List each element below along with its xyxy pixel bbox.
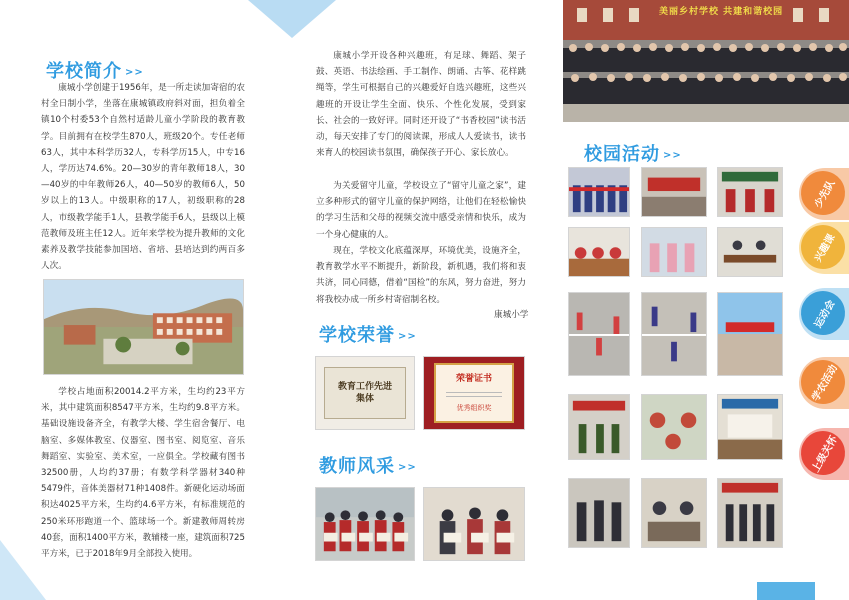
activity-photo-farming-1 <box>568 394 630 460</box>
teachers-group-photo-1 <box>315 487 415 561</box>
certificate-title: 荣誉证书 <box>455 374 492 384</box>
activity-photo-pioneers-2 <box>641 167 707 217</box>
school-intro-paragraph: 康城小学创建于1956年，是一所走读加寄宿的农村全日制小学，坐落在康城镇政府斜对面，担负着全镇10个村委53个自然村适龄儿童小学阶段的教育教学。目前拥有在校学生870人，班级20个。专任老师63人，其中本科学历32人，专科学历15人，中专16人，学历达74.6%。20—30岁的青年教师18人，30—40岁的中年教师26人，40—50岁的教师6人，50岁以上的13人。中级职称的17人，初级职称的28人，市级教学能手1人，县教学能手6人，县级以上模范教师及班主任12人。近年来学校为提升教师的文化素养及教学技能参加国培、省培、县培达到约两百多人次。 <box>41 83 245 272</box>
activity-photo-visit-1 <box>568 478 630 548</box>
activity-photo-visit-2 <box>641 478 707 548</box>
badge-interest-class: 兴趣课 <box>793 217 849 277</box>
school-facilities-paragraph: 学校占地面积20014.2平方米，生均约23平方米，其中建筑面积8547平方米，生均约9.8平方米。基础设施设备齐全，有教学大楼、学生宿舍餐厅、电脑室、多媒体教室、仪器室、图书室、阅览室、音乐舞蹈室、实验室、美术室，一应俱全。学校藏有图书32500册，人均约37册；有数学科学器材340种5479件，音体美器材71种1408件。新硬化运动场面积达4025平方米，生均约4.6平方米，有标准规范的250米环形跑道一个、篮球场一个。新建教师周转房40套，面积1400平方米，教辅楼一座，建筑面积725平方米，已于2018年9月全部投入使用。 <box>41 387 245 560</box>
activity-photo-pioneers-3 <box>717 167 783 217</box>
activity-photo-visit-3 <box>717 478 783 548</box>
activity-photo-sports-3 <box>717 292 783 376</box>
activity-photo-sports-1 <box>568 292 630 376</box>
honor-plaque-photo <box>315 356 415 430</box>
badge-farming-activity: 学农活动 <box>793 352 849 412</box>
banner-text: 美丽乡村学校 共建和谐校园 <box>659 7 784 17</box>
school-signature: 康城小学 <box>494 310 529 320</box>
activity-photo-interest-2 <box>641 227 707 277</box>
school-intro-title: 学校简介 >> <box>46 61 144 82</box>
honor-certificate-photo <box>423 356 525 430</box>
school-building-photo <box>43 279 244 375</box>
campus-activities-title: 校园活动 >> <box>584 144 682 165</box>
badge-leadership-care: 上级关怀 <box>793 423 849 483</box>
activity-photo-interest-1 <box>568 227 630 277</box>
decorative-blue-tab <box>757 582 815 600</box>
activity-photo-farming-2 <box>641 394 707 460</box>
teachers-group-photo-2 <box>423 487 525 561</box>
activity-photo-interest-3 <box>717 227 783 277</box>
activity-photo-pioneers-1 <box>568 167 630 217</box>
interest-classes-paragraph: 康城小学开设各种兴趣班，有足球、舞蹈、架子鼓、英语、书法绘画、手工制作、朗诵、古筝、花样跳绳等，学生可根据自己的兴趣爱好自选兴趣班，这些兴趣班的开设让学生全面、快乐、个性化发展，受到家长、社会的一致好评。同时还开设了“书香校园”读书活动，每天安排了专门的阅读课，形成人人爱读书，读书来育人的校园读书氛围，确保孩子开心、家长放心。 <box>316 51 526 159</box>
left-behind-children-paragraph: 为关爱留守儿童，学校设立了“留守儿童之家”，建立多种形式的留守儿童的保护网络，让他们在轻松愉快的学习生活和父母的视频交流中感受亲情和快乐，成为一个身心健康的人。 <box>316 181 526 240</box>
decorative-triangle-bottom-left <box>0 540 46 600</box>
school-honors-title: 学校荣誉 >> <box>319 325 417 346</box>
certificate-subtitle: 优秀组织奖 <box>456 404 492 412</box>
activity-photo-farming-3 <box>717 394 783 460</box>
badge-sports-meet: 运动会 <box>793 283 849 343</box>
staff-group-photo <box>563 0 849 122</box>
badge-pioneers: 少先队 <box>793 163 849 223</box>
teacher-showcase-title: 教师风采 >> <box>319 456 417 477</box>
plaque-text: 教育工作先进集体 <box>337 382 392 404</box>
decorative-triangle-top <box>248 0 336 38</box>
activity-photo-sports-2 <box>641 292 707 376</box>
school-outlook-paragraph: 现在，学校文化底蕴深厚，环境优美，设施齐全，教育教学水平不断提升，新阶段，新机遇，我们将和衷共济，同心同德，借着“国检”的东风，努力奋进，努力将我校办成一所乡村寄宿制名校。 <box>316 246 526 305</box>
